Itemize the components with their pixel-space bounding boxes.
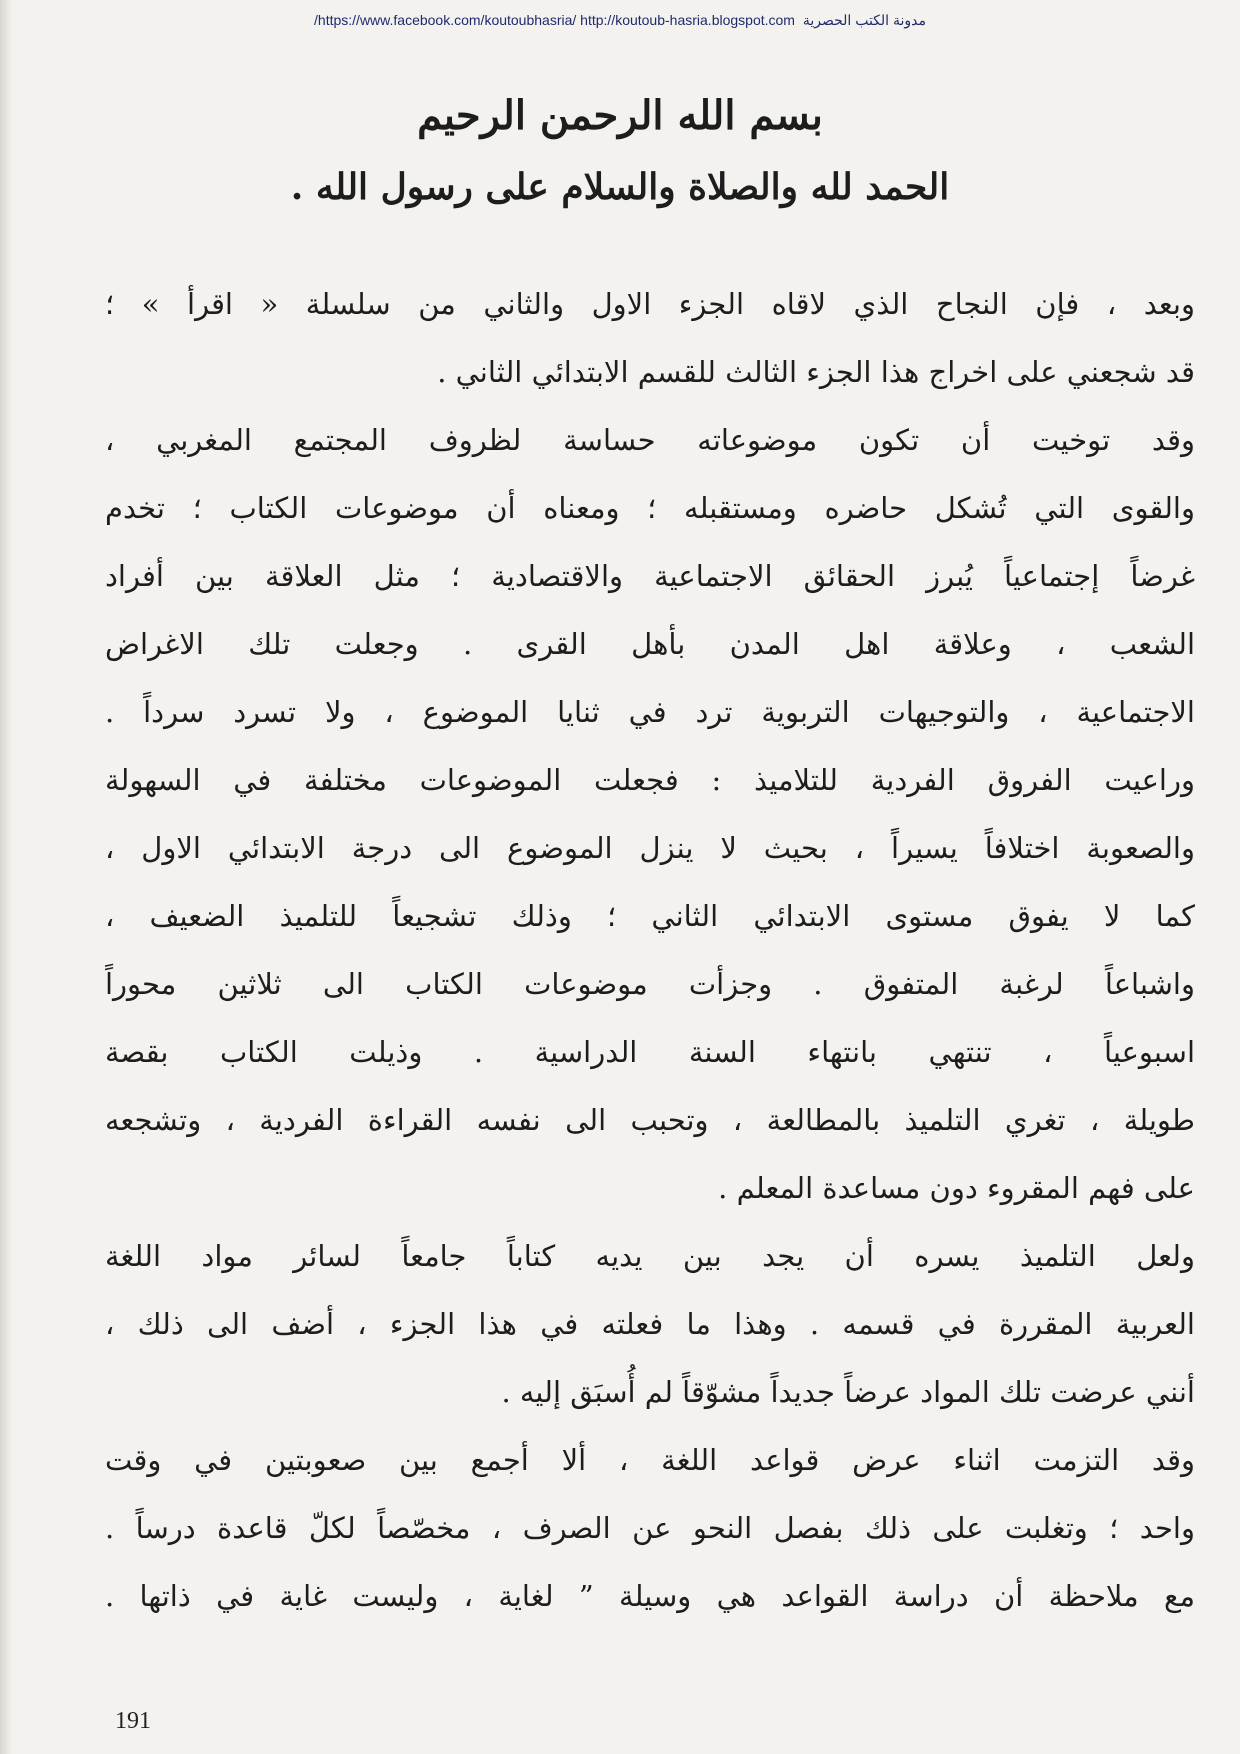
header-links: /https://www.facebook.com/koutoubhasria/ http://koutoub-hasria.blogspot.com bbox=[314, 12, 795, 28]
text-line: والقوى التي تُشكل حاضره ومستقبله ؛ ومعناه أن موضوعات الكتاب ؛ تخدم bbox=[105, 491, 1195, 525]
text-line: وقد التزمت اثناء عرض قواعد اللغة ، ألا أجمع بين صعوبتين في وقت bbox=[105, 1443, 1195, 1477]
text-line: أنني عرضت تلك المواد عرضاً جديداً مشوّقاً لم أُسبَق إليه . bbox=[501, 1375, 1195, 1409]
text-line: واشباعاً لرغبة المتفوق . وجزأت موضوعات الكتاب الى ثلاثين محوراً bbox=[105, 967, 1195, 1001]
text-line: غرضاً إجتماعياً يُبرز الحقائق الاجتماعية والاقتصادية ؛ مثل العلاقة بين أفراد bbox=[105, 559, 1195, 593]
text-line: وبعد ، فإن النجاح الذي لاقاه الجزء الاول والثاني من سلسلة « اقرأ » ؛ bbox=[105, 287, 1195, 321]
page-edge-shadow bbox=[0, 0, 12, 1754]
text-line: وقد توخيت أن تكون موضوعاته حساسة لظروف المجتمع المغربي ، bbox=[105, 423, 1195, 457]
text-line: طويلة ، تغري التلميذ بالمطالعة ، وتحبب الى نفسه القراءة الفردية ، وتشجعه bbox=[105, 1103, 1195, 1137]
text-line: اسبوعياً ، تنتهي بانتهاء السنة الدراسية . وذيلت الكتاب بقصة bbox=[105, 1035, 1195, 1069]
text-line: مع ملاحظة أن دراسة القواعد هي وسيلة ” لغاية ، وليست غاية في ذاتها . bbox=[105, 1579, 1195, 1613]
text-line: الاجتماعية ، والتوجيهات التربوية ترد في ثنايا الموضوع ، ولا تسرد سرداً . bbox=[105, 695, 1195, 729]
basmala-heading: بسم الله الرحمن الرحيم bbox=[417, 92, 823, 139]
text-line: ولعل التلميذ يسره أن يجد بين يديه كتاباً جامعاً لسائر مواد اللغة bbox=[105, 1239, 1195, 1273]
preface-body bbox=[105, 270, 1195, 1630]
page-number: 191 bbox=[115, 1708, 151, 1734]
text-line: وراعيت الفروق الفردية للتلاميذ : فجعلت الموضوعات مختلفة في السهولة bbox=[105, 763, 1195, 797]
text-line: العربية المقررة في قسمه . وهذا ما فعلته في هذا الجزء ، أضف الى ذلك ، bbox=[105, 1307, 1195, 1341]
header-blog-name: مدونة الكتب الحصرية bbox=[802, 12, 926, 28]
text-line: كما لا يفوق مستوى الابتدائي الثاني ؛ وذلك تشجيعاً للتلميذ الضعيف ، bbox=[105, 899, 1195, 933]
text-line: الشعب ، وعلاقة اهل المدن بأهل القرى . وجعلت تلك الاغراض bbox=[105, 627, 1195, 661]
header-watermark bbox=[0, 12, 1240, 29]
text-line: قد شجعني على اخراج هذا الجزء الثالث للقسم الابتدائي الثاني . bbox=[437, 355, 1195, 389]
praise-heading: الحمد لله والصلاة والسلام على رسول الله . bbox=[290, 166, 950, 208]
text-line: على فهم المقروء دون مساعدة المعلم . bbox=[718, 1171, 1195, 1205]
text-line: واحد ؛ وتغلبت على ذلك بفصل النحو عن الصرف ، مخصّصاً لكلّ قاعدة درساً . bbox=[105, 1511, 1195, 1545]
text-line: والصعوبة اختلافاً يسيراً ، بحيث لا ينزل الموضوع الى درجة الابتدائي الاول ، bbox=[105, 831, 1195, 865]
